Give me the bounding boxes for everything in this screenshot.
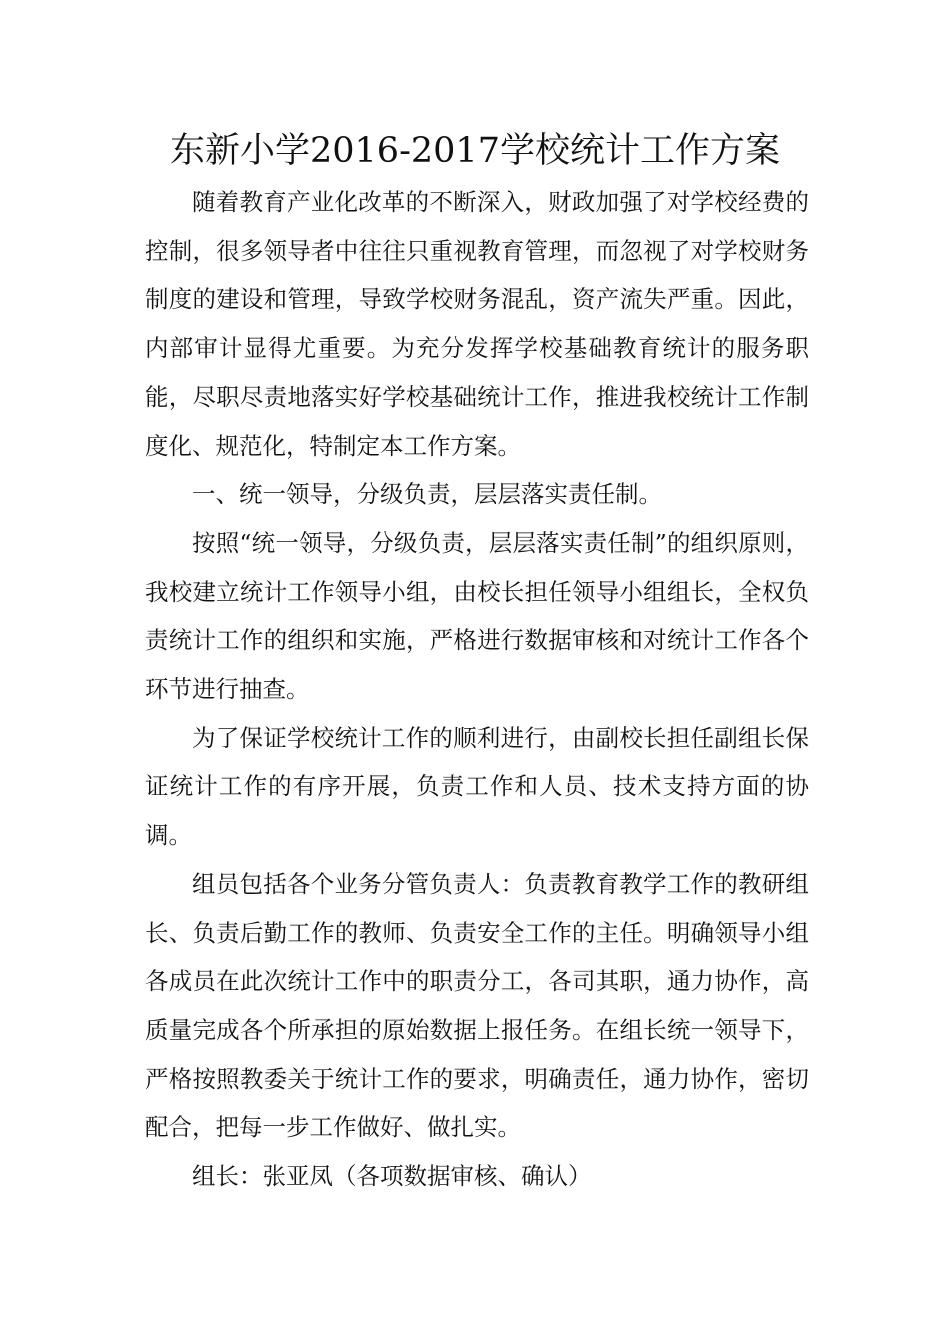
- paragraph-members: 组员包括各个业务分管负责人：负责教育教学工作的教研组长、负责后勤工作的教师、负责安全工作的主任。明确领导小组各成员在此次统计工作中的职责分工，各司其职，通力协作，高质量完成各个所承担的原始数据上报任务。在组长统一领导下，严格按照教委关于统计工作的要求，明确责任，通力协作，密切配合，把每一步工作做好、做扎实。: [145, 869, 809, 1142]
- paragraph-leader: 组长：张亚凤（各项数据审核、确认）: [192, 1162, 592, 1191]
- document-title: 东新小学2016-2017学校统计工作方案: [170, 131, 780, 171]
- paragraph-principle: 按照“统一领导，分级负责，层层落实责任制”的组织原则，我校建立统计工作领导小组，由校长担任领导小组组长，全权负责统计工作的组织和实施，严格进行数据审核和对统计工作各个环节进行抽查。: [145, 528, 809, 704]
- section-heading-1: 一、统一领导，分级负责，层层落实责任制。: [192, 480, 662, 509]
- paragraph-intro: 随着教育产业化改革的不断深入，财政加强了对学校经费的控制，很多领导者中往往只重视教育管理，而忽视了对学校财务制度的建设和管理，导致学校财务混乱，资产流失严重。因此，内部审计显得尤重要。为充分发挥学校基础教育统计的服务职能，尽职尽责地落实好学校基础统计工作，推进我校统计工作制度化、规范化，特制定本工作方案。: [145, 188, 809, 460]
- paragraph-vice-principal: 为了保证学校统计工作的顺利进行，由副校长担任副组长保证统计工作的有序开展，负责工作和人员、技术支持方面的协调。: [145, 723, 809, 850]
- document-body: [145, 178, 809, 1201]
